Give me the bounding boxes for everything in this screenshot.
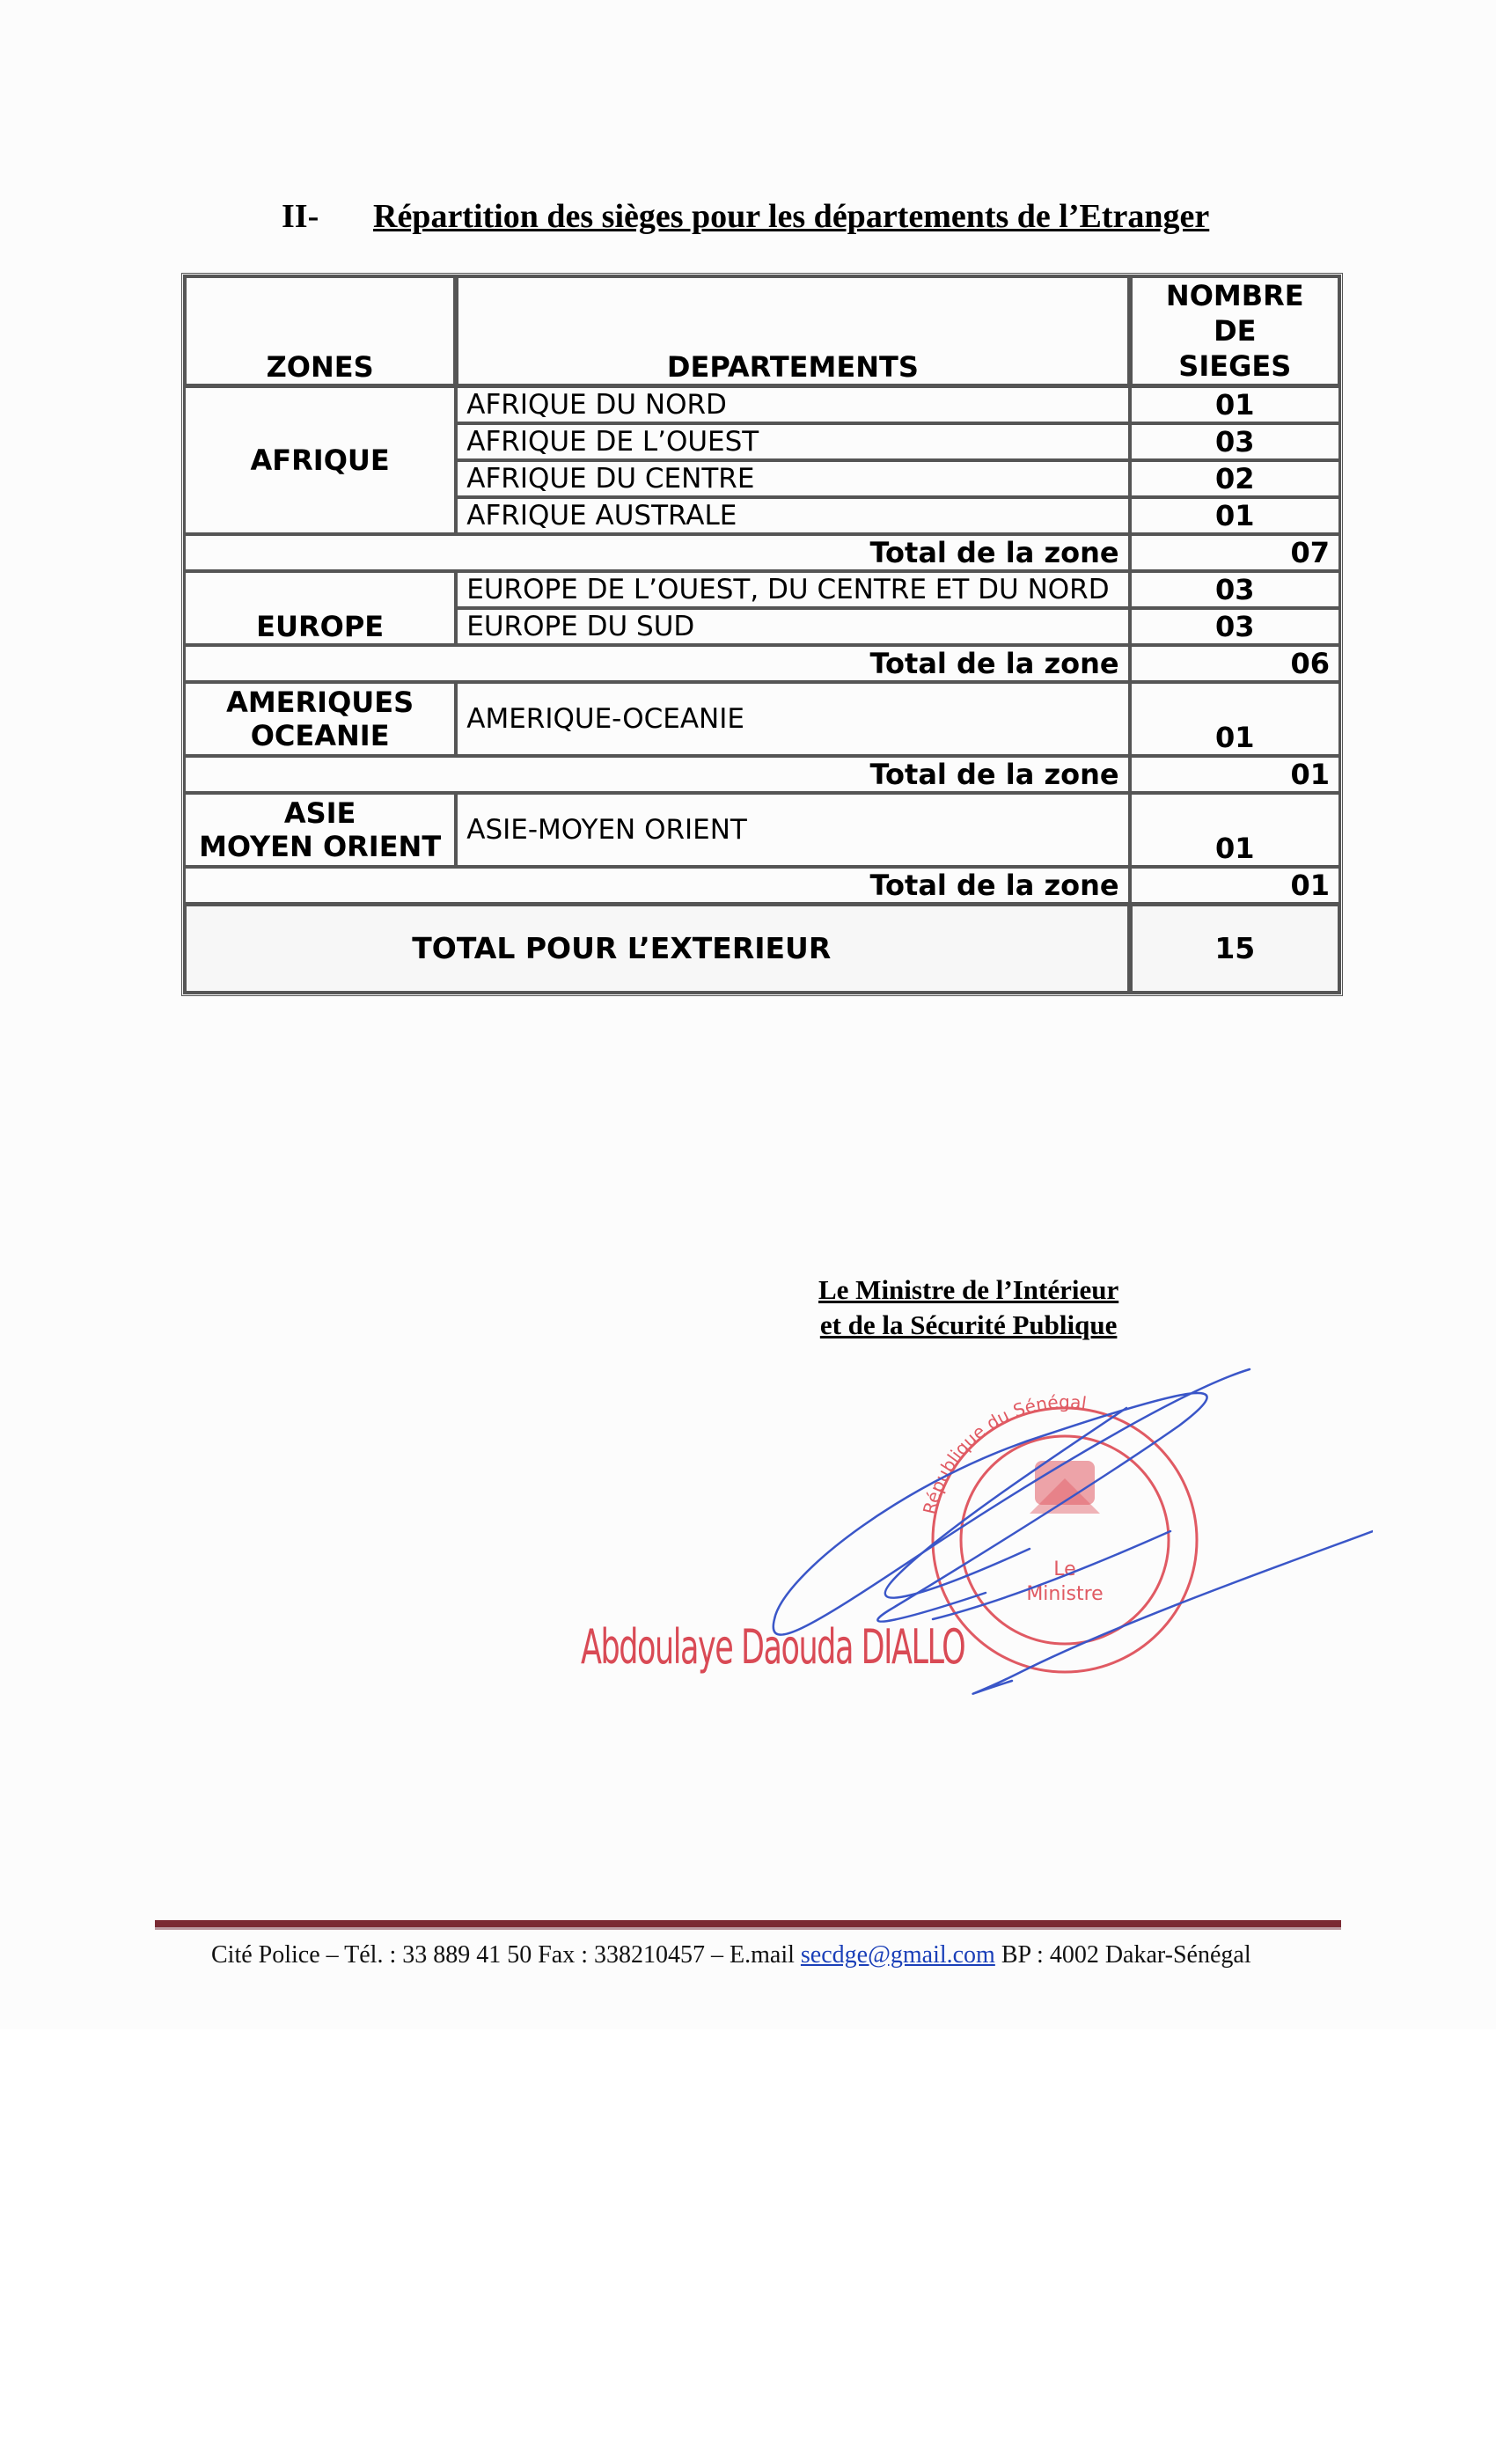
seats-cell: 03 xyxy=(1130,423,1340,460)
zone-total-ameriques: 01 xyxy=(1130,756,1340,793)
seat-allocation-table xyxy=(181,273,1343,996)
grand-total-value: 15 xyxy=(1130,904,1340,994)
zone-total-europe: 06 xyxy=(1130,645,1340,682)
seats-cell: 01 xyxy=(1130,386,1340,423)
seats-cell: 03 xyxy=(1130,608,1340,645)
signature-title-line1: Le Ministre de l’Intérieur xyxy=(818,1274,1119,1305)
zone-total-row xyxy=(184,534,1340,571)
signature-title-line2: et de la Sécurité Publique xyxy=(819,1309,1118,1340)
stamp-arc-text: République du Sénégal xyxy=(919,1390,1089,1517)
header-departements: DEPARTEMENTS xyxy=(456,275,1129,386)
table-row xyxy=(184,682,1340,756)
zone-total-label: Total de la zone xyxy=(184,645,1130,682)
table-row xyxy=(184,793,1340,867)
header-sieges-line2: SIEGES xyxy=(1178,349,1292,383)
section-number: II- xyxy=(282,198,319,235)
header-zones: ZONES xyxy=(184,275,456,386)
header-sieges xyxy=(1130,275,1340,386)
dept-cell: AFRIQUE DE L’OUEST xyxy=(456,423,1129,460)
zone-ameriques-line2: OCEANIE xyxy=(250,719,390,752)
seats-cell: 02 xyxy=(1130,460,1340,497)
dept-cell: ASIE-MOYEN ORIENT xyxy=(456,793,1129,867)
grand-total-row xyxy=(184,904,1340,994)
stamp-center-line1: Le xyxy=(1053,1558,1076,1580)
zone-total-asie: 01 xyxy=(1130,867,1340,904)
grand-total-label: TOTAL POUR L’EXTERIEUR xyxy=(184,904,1130,994)
zone-ameriques-oceanie xyxy=(184,682,456,756)
signature-title xyxy=(818,1272,1118,1343)
zone-asie-line1: ASIE xyxy=(283,796,356,830)
zone-total-row xyxy=(184,867,1340,904)
seats-cell: 01 xyxy=(1130,497,1340,534)
zone-total-row xyxy=(184,756,1340,793)
zone-total-label: Total de la zone xyxy=(184,756,1130,793)
table-row xyxy=(184,386,1340,423)
dept-cell: AFRIQUE AUSTRALE xyxy=(456,497,1129,534)
footer-divider xyxy=(155,1920,1341,1930)
zone-asie-line2: MOYEN ORIENT xyxy=(199,830,442,863)
footer-contact-suffix: BP : 4002 Dakar-Sénégal xyxy=(994,1941,1251,1969)
table-row xyxy=(184,571,1340,608)
dept-cell: AFRIQUE DU NORD xyxy=(456,386,1129,423)
signer-name: Abdoulaye Daouda DIALLO xyxy=(581,1619,965,1675)
section-title: Répartition des sièges pour les départements de l’Etranger xyxy=(373,198,1210,235)
header-sieges-line1: NOMBRE DE xyxy=(1165,279,1304,348)
zone-total-label: Total de la zone xyxy=(184,534,1130,571)
footer-contact-prefix: Cité Police – Tél. : 33 889 41 50 Fax : 338210457 – E.mail xyxy=(211,1941,801,1969)
dept-cell: AFRIQUE DU CENTRE xyxy=(456,460,1129,497)
zone-europe: EUROPE xyxy=(184,571,456,645)
zone-ameriques-line1: AMERIQUES xyxy=(226,686,414,719)
seats-cell: 03 xyxy=(1130,571,1340,608)
stamp-center-line2: Ministre xyxy=(1026,1583,1104,1605)
table-header-row xyxy=(184,275,1340,386)
dept-cell: EUROPE DE L’OUEST, DU CENTRE ET DU NORD xyxy=(456,571,1129,608)
zone-afrique: AFRIQUE xyxy=(184,386,456,534)
zone-total-afrique: 07 xyxy=(1130,534,1340,571)
footer-contact xyxy=(211,1941,1251,1969)
seats-cell: 01 xyxy=(1130,682,1340,756)
zone-total-row xyxy=(184,645,1340,682)
seats-cell: 01 xyxy=(1130,793,1340,867)
zone-asie-moyen-orient xyxy=(184,793,456,867)
dept-cell: EUROPE DU SUD xyxy=(456,608,1129,645)
zone-total-label: Total de la zone xyxy=(184,867,1130,904)
footer-email-link[interactable]: secdge@gmail.com xyxy=(800,1941,995,1969)
section-heading xyxy=(282,197,1209,236)
dept-cell: AMERIQUE-OCEANIE xyxy=(456,682,1129,756)
